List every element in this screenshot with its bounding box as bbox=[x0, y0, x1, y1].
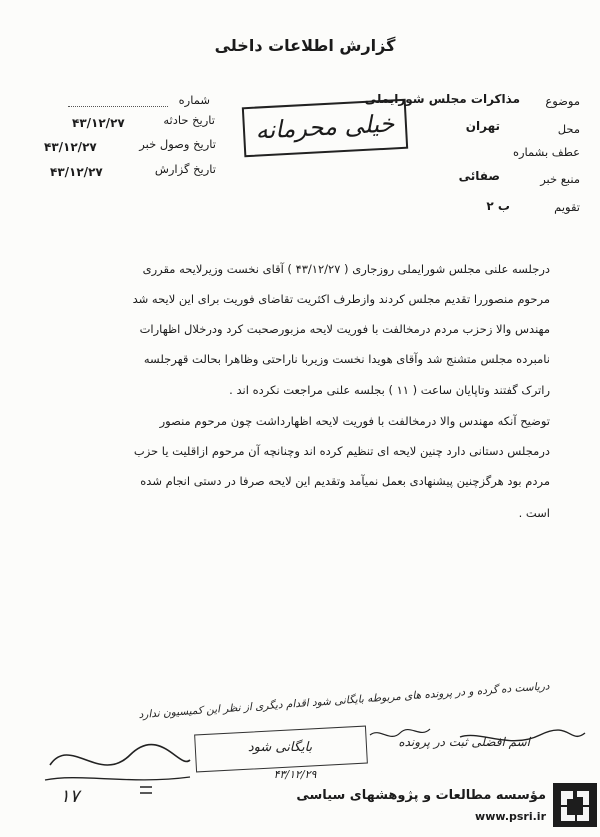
page-title: گزارش اطلاعات داخلی bbox=[214, 36, 396, 55]
number-field-line bbox=[68, 105, 168, 107]
handwritten-note: دریاست ده گرده و در پرونده های مربوطه بایگانی شود اقدام دیگری از نظر این کمیسیون ندارد bbox=[138, 680, 550, 722]
body-line: است . bbox=[518, 506, 550, 520]
body-line: درجلسه علنی مجلس شورایملی روزجاری ( ۴۳/۱۲/۲۷ ) آقای نخست وزیرلایحه مقرری bbox=[142, 262, 550, 276]
receipt-date-label: تاریخ وصول خبر bbox=[139, 137, 216, 151]
reference-label: عطف بشماره bbox=[512, 145, 580, 159]
place-value: تهران bbox=[465, 119, 500, 133]
body-line: مردم بود هرگزچنین پیشنهادی بعمل نمیآمد وتقدیم این لایحه صرفا در دستی انجام شده bbox=[140, 474, 550, 488]
institute-logo-icon bbox=[553, 783, 597, 827]
body-line: توضیح آنکه مهندس والا درمخالفت با فوریت لایحه اظهارداشت چون مرحوم منصور bbox=[159, 414, 550, 428]
source-label: منبع خبر bbox=[540, 172, 580, 186]
archive-stamp-text: بایگانی شود bbox=[247, 740, 313, 755]
subject-label: موضوع bbox=[545, 94, 580, 108]
body-line: راترک گفتند وتاپایان ساعت ( ۱۱ ) بجلسه علنی مراجعت نکرده اند . bbox=[229, 383, 550, 397]
number-label: شماره bbox=[178, 93, 210, 107]
rating-value: ب ۲ bbox=[486, 199, 510, 213]
institute-name: مؤسسه مطالعات و پژوهشهای سیاسی bbox=[296, 788, 546, 803]
body-line: مرحوم منصوررا تقدیم مجلس کردند وازطرف اکثریت تقاضای فوریت برای این لایحه شد bbox=[132, 292, 550, 306]
handwritten-note-2: اسم افضلی ثبت در پرونده bbox=[398, 735, 530, 749]
source-value: صفائی bbox=[458, 169, 500, 183]
classification-stamp: خیلی محرمانه bbox=[242, 99, 408, 158]
receipt-date-value: ۴۳/۱۲/۲۷ bbox=[44, 140, 97, 154]
handwritten-number: ۱۷ bbox=[60, 786, 80, 807]
place-label: محل bbox=[557, 122, 580, 136]
report-date-value: ۴۳/۱۲/۲۷ bbox=[50, 165, 103, 179]
body-line: درمجلس دستانی دارد چنین لایحه ای تنظیم کرده اند وچنانچه آن مرحوم ازاقلیت یا حزب bbox=[133, 444, 550, 458]
body-line: نامبرده مجلس متشنج شد وآقای هویدا نخست وزیربا ناراحتی وظاهرا بحالت قهرجلسه bbox=[143, 352, 550, 366]
subject-value: مذاکرات مجلس شورایملی bbox=[364, 92, 520, 106]
event-date-label: تاریخ حادثه bbox=[163, 113, 215, 127]
report-date-label: تاریخ گزارش bbox=[154, 162, 216, 176]
handwritten-date: ۴۳/۱۲/۲۹ bbox=[273, 768, 317, 781]
body-line: مهندس والا زحزب مردم درمخالفت با فوریت لایحه مزبورصحبت کرد ودرخلال اظهارات bbox=[139, 322, 550, 336]
event-date-value: ۴۳/۱۲/۲۷ bbox=[72, 116, 125, 130]
rating-label: تقویم bbox=[554, 200, 580, 214]
institute-url: www.psri.ir bbox=[475, 810, 546, 823]
